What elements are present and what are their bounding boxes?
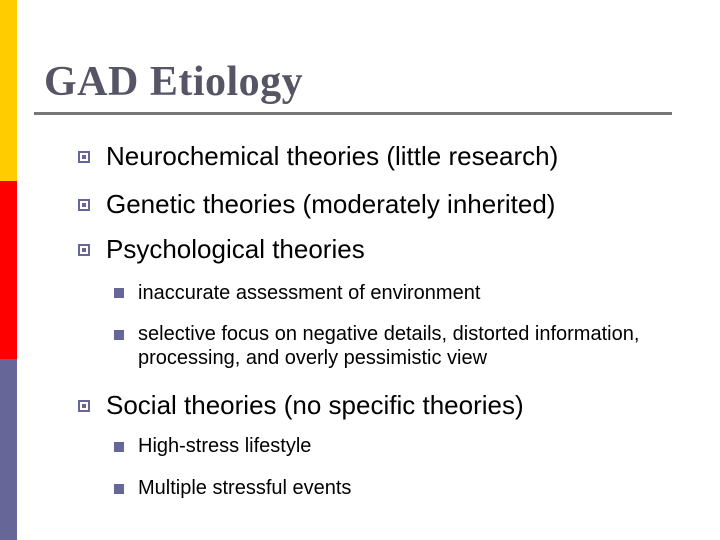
sub-bullet-selective-focus: selective focus on negative details, distorted information, processing, and overly pessimistic view: [138, 323, 640, 369]
sub-bullet-multiple-stressful-events: Multiple stressful events: [138, 477, 352, 499]
square-filled-bullet-icon: [114, 330, 124, 340]
bullet-social-theories: Social theories (no specific theories): [106, 390, 524, 420]
title-underline-divider: [34, 112, 672, 115]
bullet-psychological-theories: Psychological theories: [106, 234, 365, 264]
bullet-genetic-theories: Genetic theories (moderately inherited): [106, 189, 556, 219]
left-accent-bar-yellow: [0, 0, 17, 181]
square-outline-bullet-icon: [78, 400, 90, 412]
sub-bullet-inaccurate-assessment: inaccurate assessment of environment: [138, 282, 481, 304]
sub-bullet-high-stress-lifestyle: High-stress lifestyle: [138, 435, 312, 457]
left-accent-bar-red: [0, 181, 17, 359]
slide-title: GAD Etiology: [44, 59, 304, 105]
left-accent-bar-blue: [0, 359, 17, 540]
square-filled-bullet-icon: [114, 484, 124, 494]
square-outline-bullet-icon: [78, 199, 90, 211]
square-outline-bullet-icon: [78, 151, 90, 163]
square-filled-bullet-icon: [114, 442, 124, 452]
square-outline-bullet-icon: [78, 244, 90, 256]
square-filled-bullet-icon: [114, 288, 124, 298]
bullet-neurochemical-theories: Neurochemical theories (little research): [106, 141, 559, 171]
